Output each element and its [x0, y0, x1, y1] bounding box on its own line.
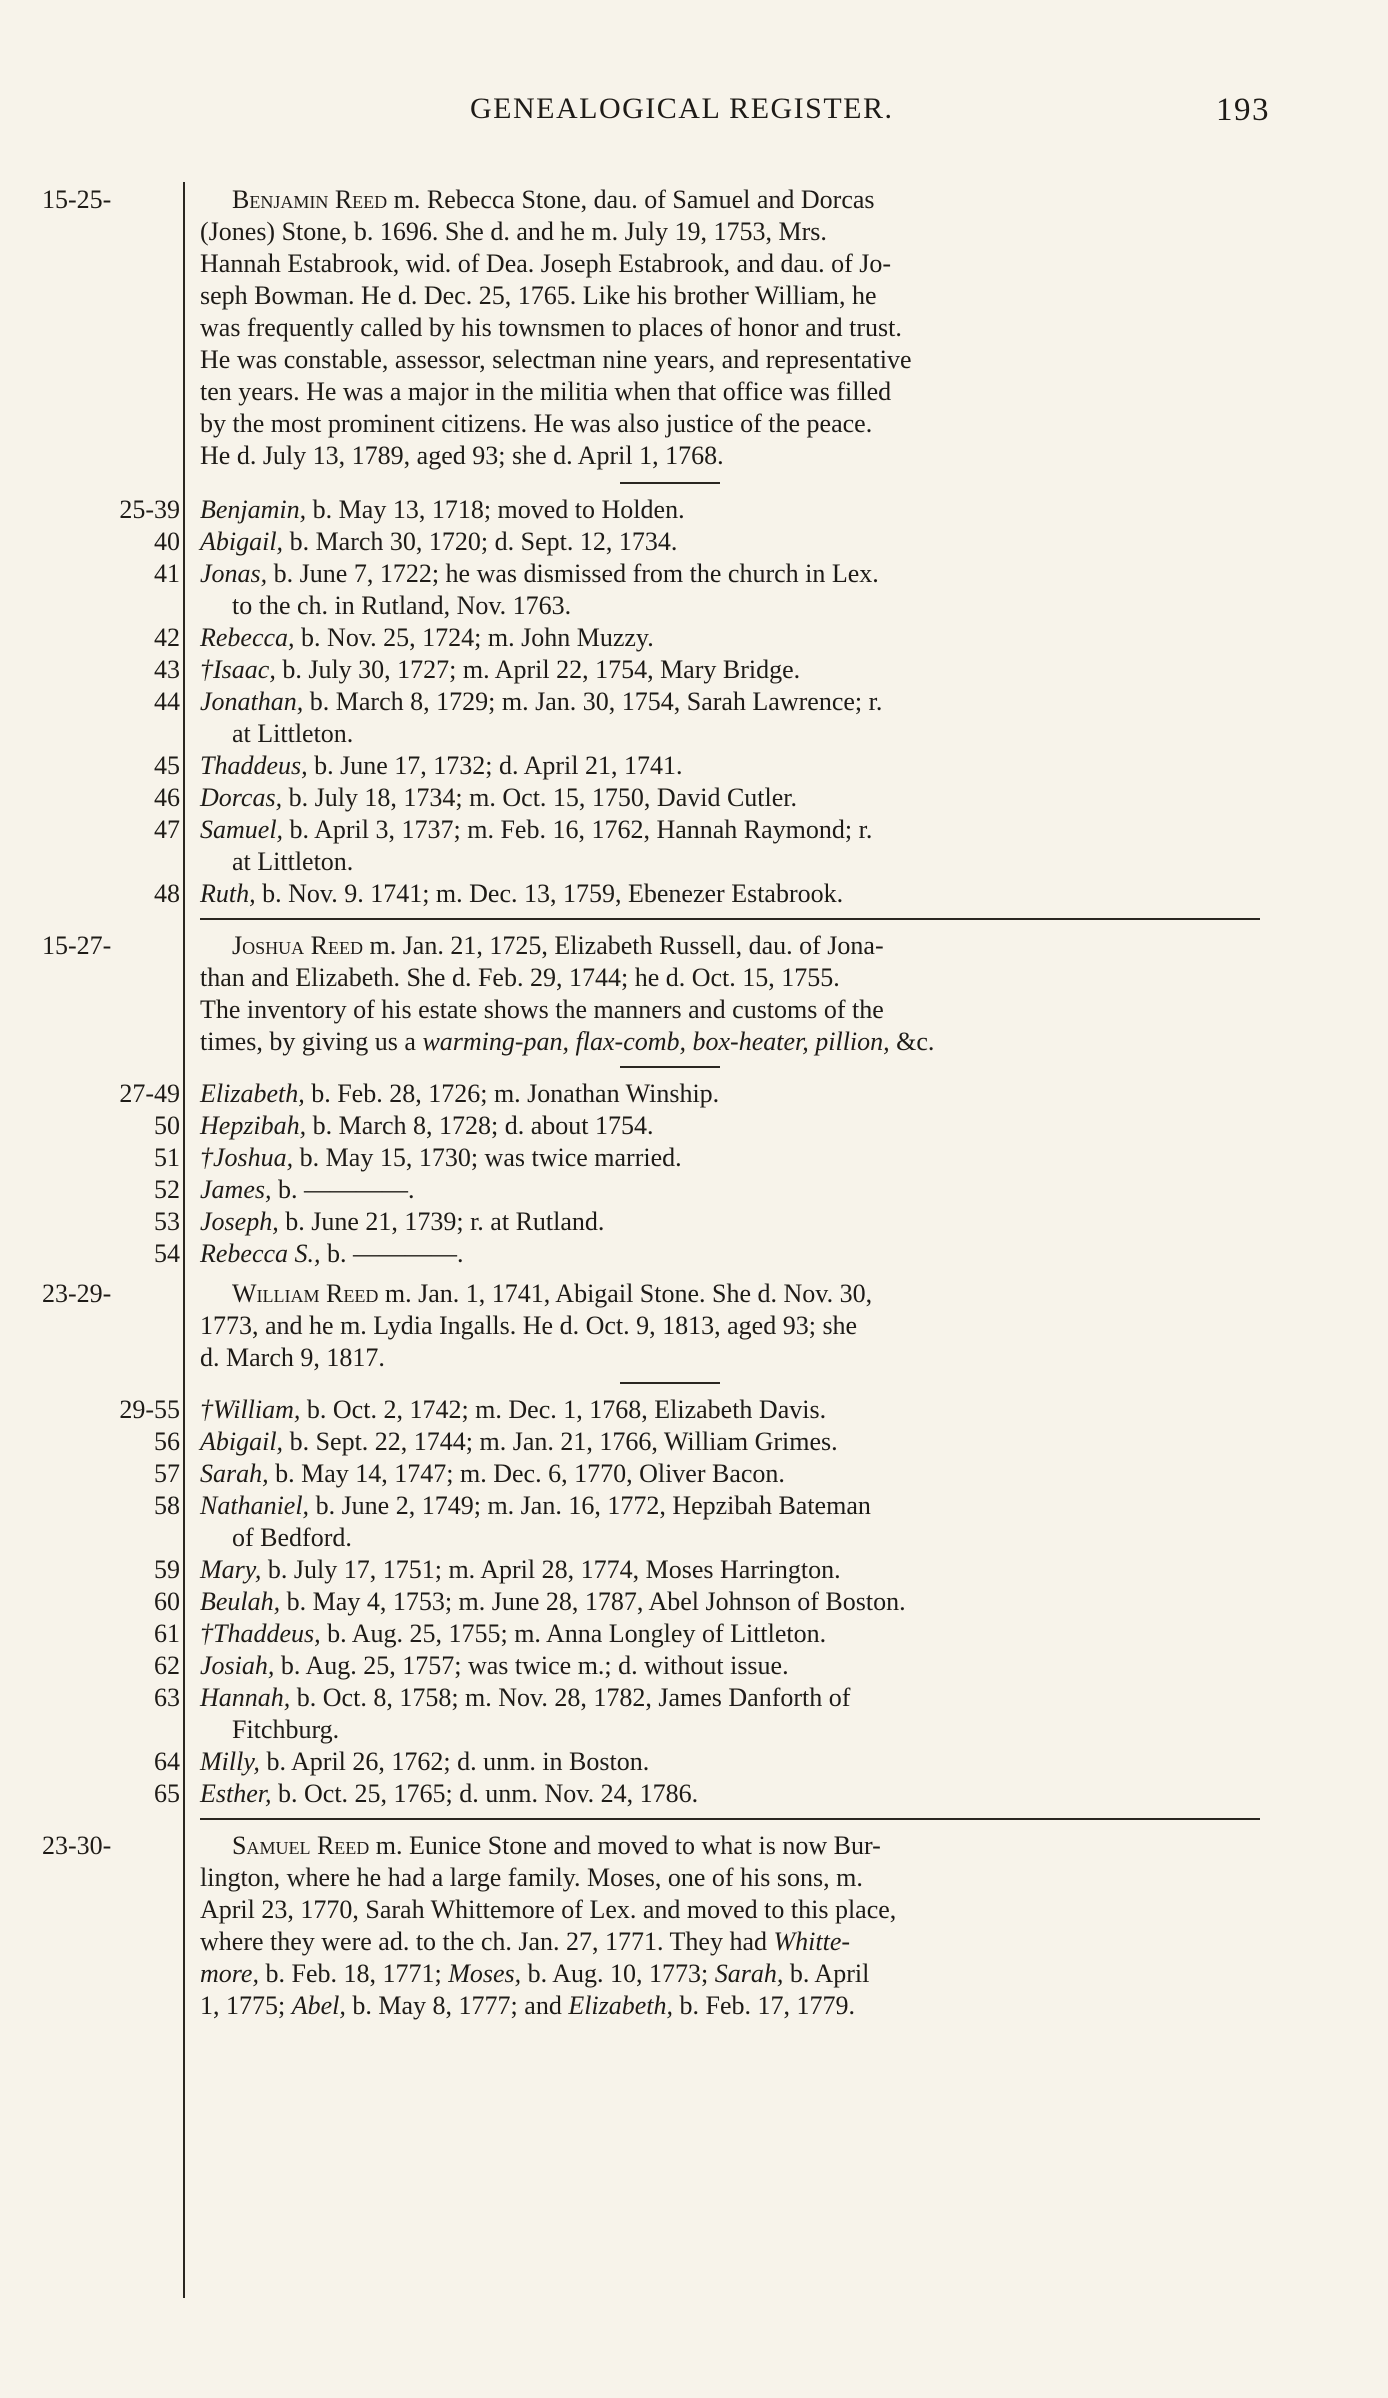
child-name: Ruth, [200, 879, 256, 908]
child-name: Abigail, [200, 1427, 284, 1456]
child-name: Mary, [200, 1555, 262, 1584]
child-name: Josiah, [200, 1651, 275, 1680]
text-run: d. March 9, 1817. [200, 1343, 385, 1372]
child-name: Sarah, [200, 1459, 269, 1488]
child-number: 40 [154, 527, 180, 556]
child-entry [200, 784, 797, 812]
child-entry [200, 1652, 789, 1680]
child-entry [200, 1492, 871, 1520]
child-name: Elizabeth, [200, 1079, 305, 1108]
section-divider [620, 1382, 720, 1384]
paragraph-line [200, 410, 872, 438]
child-number: 58 [154, 1491, 180, 1520]
child-details-continued: at Littleton. [232, 847, 354, 876]
child-number: 59 [154, 1555, 180, 1584]
child-details: b. April 3, 1737; m. Feb. 16, 1762, Hannah Raymond; r. [283, 815, 873, 844]
text-run: where they were ad. to the ch. Jan. 27, 1771. They had [200, 1927, 774, 1956]
child-name: Benjamin, [200, 495, 307, 524]
column-rule [183, 182, 185, 2298]
text-run: m. Rebecca Stone, dau. of Samuel and Dorcas [387, 185, 875, 214]
child-details: b. June 17, 1732; d. April 21, 1741. [307, 751, 683, 780]
text-run: m. Jan. 1, 1741, Abigail Stone. She d. Nov. 30, [378, 1279, 873, 1308]
entry-number: 23-30- [42, 1831, 112, 1860]
paragraph-line [232, 186, 875, 214]
child-details-continued: Fitchburg. [232, 1715, 340, 1744]
child-number: 45 [154, 751, 180, 780]
child-number: 61 [154, 1619, 180, 1648]
text-run: Hannah Estabrook, wid. of Dea. Joseph Estabrook, and dau. of Jo- [200, 249, 892, 278]
child-number: 53 [154, 1207, 180, 1236]
child-name: Hepzibah, [200, 1111, 307, 1140]
child-details: b. Sept. 22, 1744; m. Jan. 21, 1766, William Grimes. [283, 1427, 838, 1456]
text-run: April 23, 1770, Sarah Whittemore of Lex. and moved to this place, [200, 1895, 897, 1924]
child-details: b. May 14, 1747; m. Dec. 6, 1770, Oliver Bacon. [268, 1459, 785, 1488]
child-details: b. Oct. 8, 1758; m. Nov. 28, 1782, James Danforth of [290, 1683, 851, 1712]
child-details-continued: at Littleton. [232, 719, 354, 748]
paragraph-line [232, 1832, 881, 1860]
paragraph-line [200, 218, 827, 246]
child-entry [200, 1240, 464, 1268]
paragraph-line [200, 378, 891, 406]
child-number: 57 [154, 1459, 180, 1488]
text-run: ten years. He was a major in the militia when that office was filled [200, 377, 892, 406]
paragraph-line [200, 282, 877, 310]
child-entry [200, 656, 800, 684]
paragraph-line [200, 1960, 869, 1988]
text-run: b. Feb. 18, 1771; [258, 1959, 449, 1988]
child-name: Joseph, [200, 1207, 279, 1236]
child-name: †Isaac, [200, 655, 276, 684]
child-details: b. July 18, 1734; m. Oct. 15, 1750, David Cutler. [282, 783, 798, 812]
paragraph-line [200, 250, 891, 278]
child-number: 52 [154, 1175, 180, 1204]
child-entry [200, 624, 654, 652]
text-run: m. Jan. 21, 1725, Elizabeth Russell, dau. of Jona- [362, 931, 884, 960]
child-details: b. Aug. 25, 1757; was twice m.; d. without issue. [274, 1651, 789, 1680]
text-run: The inventory of his estate shows the manners and customs of the [200, 995, 884, 1024]
child-entry [200, 496, 685, 524]
text-run: by the most prominent citizens. He was also justice of the peace. [200, 409, 873, 438]
text-run: m. Eunice Stone and moved to what is now Bur- [369, 1831, 881, 1860]
child-entry-continued [232, 848, 353, 876]
child-number: 63 [154, 1683, 180, 1712]
text-run: lington, where he had a large family. Moses, one of his sons, m. [200, 1863, 863, 1892]
child-details: b. March 8, 1728; d. about 1754. [306, 1111, 654, 1140]
child-details: b. ————. [320, 1239, 464, 1268]
child-number: 64 [154, 1747, 180, 1776]
child-number: 25-39 [119, 495, 180, 524]
child-name: †Joshua, [200, 1143, 294, 1172]
child-details: b. ————. [271, 1175, 415, 1204]
child-details: b. March 8, 1729; m. Jan. 30, 1754, Sarah Lawrence; r. [303, 687, 883, 716]
child-details: b. Nov. 25, 1724; m. John Muzzy. [294, 623, 654, 652]
child-name: James, [200, 1175, 272, 1204]
paragraph-line [200, 1928, 850, 1956]
child-entry [200, 816, 872, 844]
text-run: Abel, [291, 1991, 346, 2020]
text-run: times, by giving us a [200, 1027, 423, 1056]
child-name: Esther, [200, 1779, 272, 1808]
text-run: was frequently called by his townsmen to places of honor and trust. [200, 313, 902, 342]
text-run: than and Elizabeth. She d. Feb. 29, 1744; he d. Oct. 15, 1755. [200, 963, 840, 992]
child-entry [200, 752, 682, 780]
child-entry [200, 880, 843, 908]
child-entry [200, 1080, 719, 1108]
child-number: 46 [154, 783, 180, 812]
entry-number: 23-29- [42, 1279, 112, 1308]
child-number: 56 [154, 1427, 180, 1456]
child-number: 51 [154, 1143, 180, 1172]
text-run: &c. [889, 1027, 935, 1056]
text-run: Sarah, [714, 1959, 784, 1988]
child-details: b. May 4, 1753; m. June 28, 1787, Abel Johnson of Boston. [280, 1587, 906, 1616]
text-run: 1773, and he m. Lydia Ingalls. He d. Oct. 9, 1813, aged 93; she [200, 1311, 858, 1340]
child-entry [200, 1748, 649, 1776]
child-name: Rebecca S., [200, 1239, 321, 1268]
child-entry [200, 1396, 826, 1424]
child-entry [200, 1588, 906, 1616]
child-details: b. Aug. 25, 1755; m. Anna Longley of Littleton. [320, 1619, 827, 1648]
child-number: 48 [154, 879, 180, 908]
child-name: †William, [200, 1395, 301, 1424]
text-run: more, [200, 1959, 259, 1988]
child-name: Beulah, [200, 1587, 281, 1616]
child-name: Thaddeus, [200, 751, 308, 780]
child-entry [200, 560, 879, 588]
child-details: b. April 26, 1762; d. unm. in Boston. [259, 1747, 650, 1776]
child-details-continued: to the ch. in Rutland, Nov. 1763. [232, 591, 572, 620]
child-entry [200, 1112, 654, 1140]
child-details: b. Nov. 9. 1741; m. Dec. 13, 1759, Ebenezer Estabrook. [255, 879, 844, 908]
child-number: 50 [154, 1111, 180, 1140]
person-name: Joshua Reed [232, 931, 363, 960]
child-entry [200, 1176, 414, 1204]
paragraph-line [200, 314, 902, 342]
child-number: 47 [154, 815, 180, 844]
child-details: b. March 30, 1720; d. Sept. 12, 1734. [283, 527, 678, 556]
text-run: seph Bowman. He d. Dec. 25, 1765. Like his brother William, he [200, 281, 877, 310]
child-entry-continued [232, 1716, 339, 1744]
child-details-continued: of Bedford. [232, 1523, 352, 1552]
child-entry [200, 528, 677, 556]
child-details: b. May 15, 1730; was twice married. [293, 1143, 682, 1172]
section-divider [200, 918, 1260, 920]
child-details: b. Feb. 28, 1726; m. Jonathan Winship. [304, 1079, 720, 1108]
child-entry [200, 1460, 785, 1488]
text-run: b. May 8, 1777; and [345, 1991, 569, 2020]
text-run: b. Aug. 10, 1773; [521, 1959, 715, 1988]
child-entry [200, 1556, 841, 1584]
child-details: b. May 13, 1718; moved to Holden. [306, 495, 685, 524]
paragraph-line [200, 964, 840, 992]
child-details: b. July 30, 1727; m. April 22, 1754, Mary Bridge. [275, 655, 801, 684]
child-entry [200, 1428, 838, 1456]
paragraph-line [200, 1896, 896, 1924]
paragraph-line [200, 996, 884, 1024]
child-details: b. June 7, 1722; he was dismissed from the church in Lex. [267, 559, 879, 588]
paragraph-line [200, 1864, 863, 1892]
section-divider [620, 482, 720, 484]
text-run: b. April [783, 1959, 870, 1988]
child-entry-continued [232, 720, 353, 748]
paragraph-line [200, 1312, 857, 1340]
paragraph-line [200, 1992, 855, 2020]
child-details: b. June 2, 1749; m. Jan. 16, 1772, Hepzibah Bateman [309, 1491, 871, 1520]
paragraph-line [232, 932, 884, 960]
child-number: 43 [154, 655, 180, 684]
child-name: Milly, [200, 1747, 260, 1776]
paragraph-line [232, 1280, 872, 1308]
running-title: GENEALOGICAL REGISTER. [470, 92, 894, 125]
child-number: 29-55 [119, 1395, 180, 1424]
child-number: 41 [154, 559, 180, 588]
text-run: He d. July 13, 1789, aged 93; she d. April 1, 1768. [200, 441, 724, 470]
child-name: Hannah, [200, 1683, 291, 1712]
child-name: Rebecca, [200, 623, 295, 652]
text-run: Elizabeth, [568, 1991, 674, 2020]
child-name: Samuel, [200, 815, 284, 844]
child-number: 27-49 [119, 1079, 180, 1108]
child-number: 42 [154, 623, 180, 652]
child-number: 54 [154, 1239, 180, 1268]
child-entry-continued [232, 592, 571, 620]
text-run: warming-pan, flax-comb, box-heater, pillion, [422, 1027, 890, 1056]
section-divider [200, 1818, 1260, 1820]
paragraph-line [200, 1028, 934, 1056]
paragraph-line [200, 346, 912, 374]
text-run: Whitte- [773, 1927, 851, 1956]
child-name: Dorcas, [200, 783, 283, 812]
child-entry [200, 1208, 604, 1236]
child-entry-continued [232, 1524, 352, 1552]
child-entry [200, 1780, 698, 1808]
person-name: William Reed [232, 1279, 379, 1308]
child-details: b. Oct. 2, 1742; m. Dec. 1, 1768, Elizabeth Davis. [300, 1395, 827, 1424]
child-name: Abigail, [200, 527, 284, 556]
child-number: 44 [154, 687, 180, 716]
paragraph-line [200, 1344, 385, 1372]
child-name: Nathaniel, [200, 1491, 310, 1520]
child-entry [200, 1684, 850, 1712]
page-number: 193 [1216, 92, 1270, 128]
child-details: b. June 21, 1739; r. at Rutland. [278, 1207, 605, 1236]
child-number: 65 [154, 1779, 180, 1808]
text-run: (Jones) Stone, b. 1696. She d. and he m. July 19, 1753, Mrs. [200, 217, 827, 246]
text-run: Moses, [448, 1959, 522, 1988]
text-run: He was constable, assessor, selectman nine years, and representative [200, 345, 912, 374]
person-name: Samuel Reed [232, 1831, 370, 1860]
text-run: b. Feb. 17, 1779. [673, 1991, 856, 2020]
child-entry [200, 1620, 826, 1648]
person-name: Benjamin Reed [232, 185, 388, 214]
paragraph-line [200, 442, 724, 470]
child-name: Jonas, [200, 559, 268, 588]
child-details: b. July 17, 1751; m. April 28, 1774, Moses Harrington. [261, 1555, 841, 1584]
section-divider [620, 1066, 720, 1068]
child-name: Jonathan, [200, 687, 304, 716]
page-header [470, 92, 1270, 142]
entry-number: 15-27- [42, 931, 112, 960]
child-details: b. Oct. 25, 1765; d. unm. Nov. 24, 1786. [271, 1779, 699, 1808]
child-number: 60 [154, 1587, 180, 1616]
child-entry [200, 1144, 682, 1172]
child-number: 62 [154, 1651, 180, 1680]
child-name: †Thaddeus, [200, 1619, 321, 1648]
child-entry [200, 688, 882, 716]
entry-number: 15-25- [42, 185, 112, 214]
text-run: 1, 1775; [200, 1991, 292, 2020]
